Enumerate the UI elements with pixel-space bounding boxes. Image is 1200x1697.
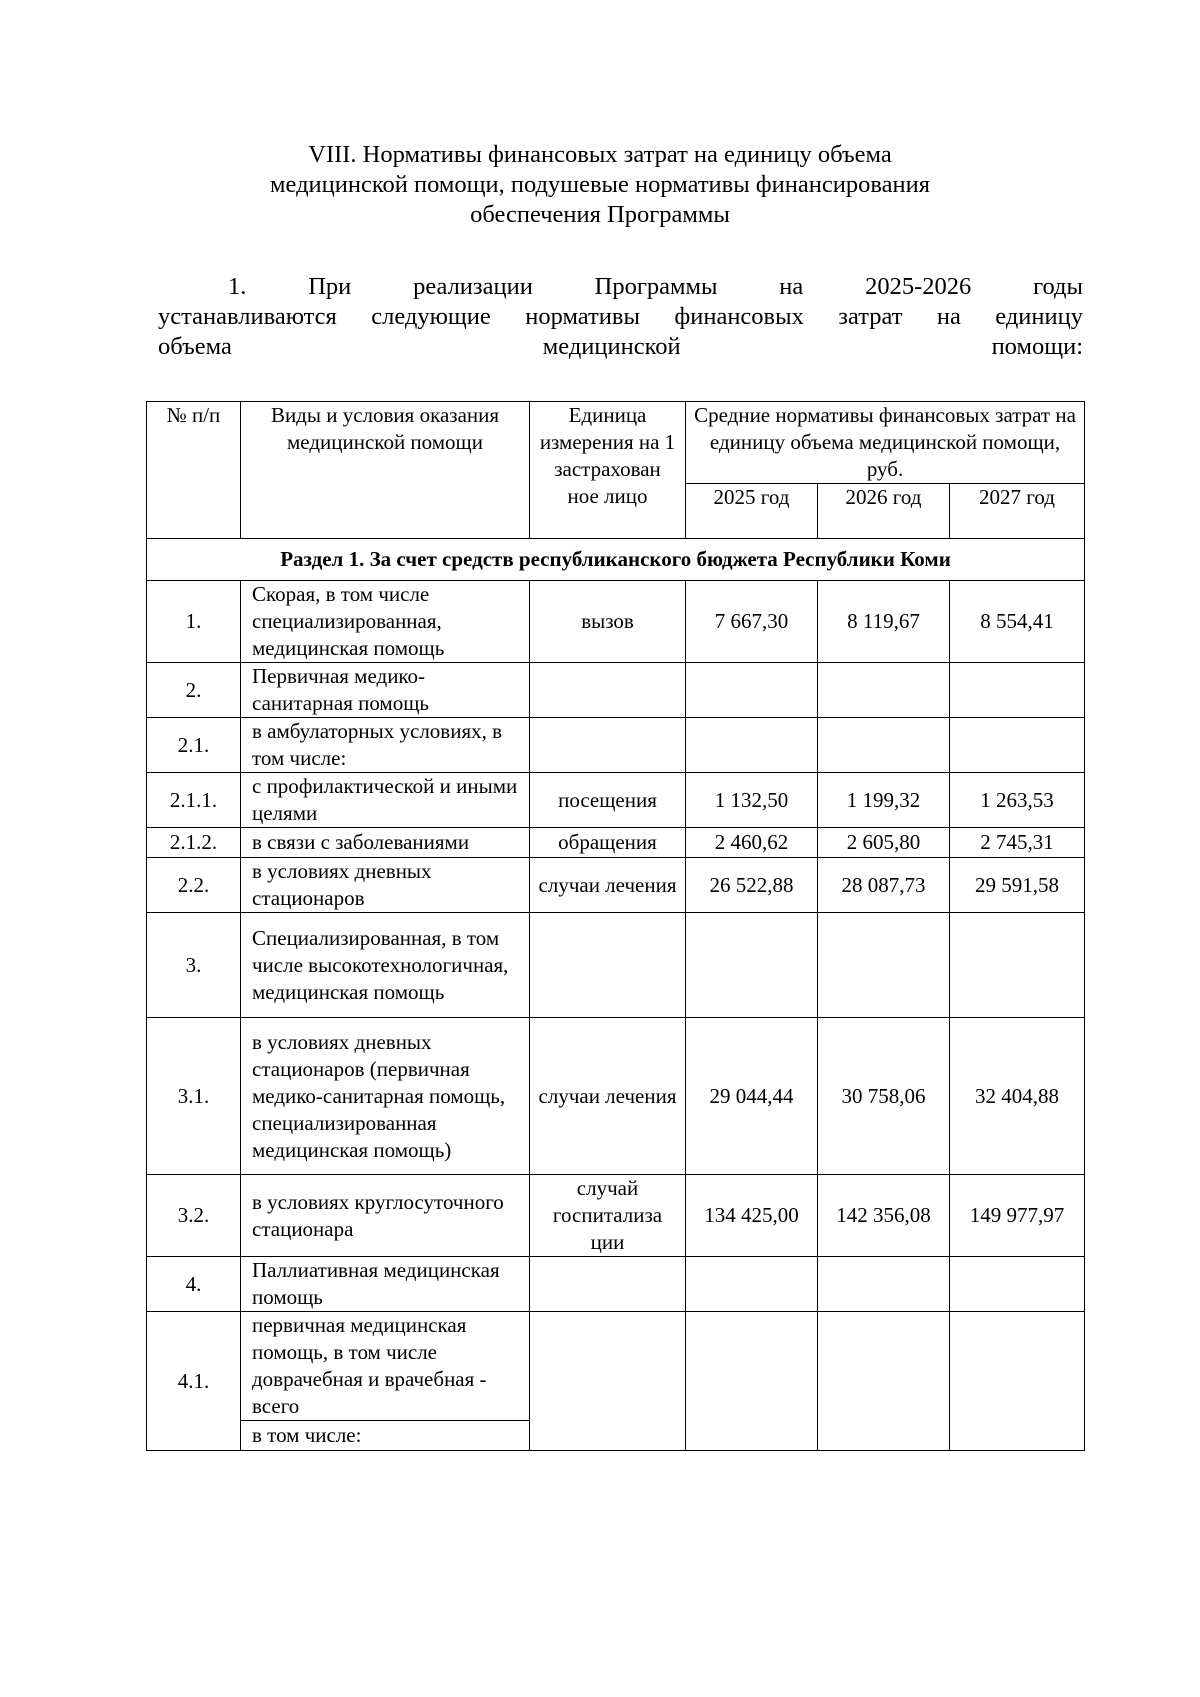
row-unit-cell [530,718,686,773]
heading-line-3: обеспечения Программы [470,201,730,228]
intro-paragraph [158,272,1083,362]
header-num: № п/п [147,402,241,539]
paragraph-word: 2025-2026 [865,273,972,300]
row-value-2027: 1 263,53 [950,773,1085,828]
row-value-2026: 1 199,32 [818,773,950,828]
paragraph-word: единицу [995,303,1083,330]
header-2027: 2027 год [950,484,1085,539]
row-unit-cell: вызов [530,581,686,663]
row-value-2025 [686,1257,818,1312]
paragraph-line-1 [158,272,1083,302]
row-value-2026 [818,663,950,718]
row-empty-cell [530,1312,686,1451]
paragraph-word: реализации [413,273,533,300]
row-value-2026: 142 356,08 [818,1175,950,1257]
row-value-2026: 30 758,06 [818,1018,950,1175]
row-num-cell: 2.1. [147,718,241,773]
row-name-cell: в условиях дневных стационаров [241,858,530,913]
row-unit-cell [530,1257,686,1312]
row-value-2027 [950,1257,1085,1312]
row-num-cell: 4.1. [147,1312,241,1451]
row-unit-cell: посещения [530,773,686,828]
row-num-cell: 2.1.2. [147,828,241,858]
header-2026: 2026 год [818,484,950,539]
row-name-cell: в условиях дневных стационаров (первичная медико-санитарная помощь, специализированная медицинская помощь) [241,1018,530,1175]
section-row [147,539,1085,581]
table-row [147,858,1085,913]
row-value-2025 [686,718,818,773]
row-num-cell: 2.2. [147,858,241,913]
row-num-cell: 4. [147,1257,241,1312]
table-row [147,663,1085,718]
row-num-cell: 3. [147,913,241,1018]
row-value-2025: 134 425,00 [686,1175,818,1257]
row-value-2025: 7 667,30 [686,581,818,663]
row-value-2027 [950,663,1085,718]
row-name-cell: Паллиативная медицинская помощь [241,1257,530,1312]
row-unit-cell [530,663,686,718]
paragraph-word: При [308,273,352,300]
row-num-cell: 3.2. [147,1175,241,1257]
row-num-cell: 2. [147,663,241,718]
header-type: Виды и условия оказания медицинской помощи [241,402,530,539]
row-value-2026 [818,1257,950,1312]
row-unit-cell: случаи лечения [530,1018,686,1175]
table-row [147,1312,1085,1421]
paragraph-line-3: объема медицинской помощи: [158,333,1083,360]
row-num-cell: 3.1. [147,1018,241,1175]
row-value-2027: 149 977,97 [950,1175,1085,1257]
table-row [147,718,1085,773]
row-value-2025 [686,663,818,718]
paragraph-word: на [779,273,804,300]
row-value-2025: 29 044,44 [686,1018,818,1175]
header-norms: Средние нормативы финансовых затрат на единицу объема медицинской помощи, руб. [686,402,1085,484]
row-sub-cell: в том числе: [241,1421,530,1451]
paragraph-word: годы [1033,273,1083,300]
row-unit-cell: обращения [530,828,686,858]
paragraph-word: на [936,303,961,330]
table-row [147,1175,1085,1257]
row-value-2026: 2 605,80 [818,828,950,858]
row-name-cell: Скорая, в том числе специализированная, медицинская помощь [241,581,530,663]
paragraph-word: следующие [371,303,491,330]
paragraph-word: 1. [228,273,247,300]
row-empty-cell [950,1312,1085,1451]
table-row [147,1018,1085,1175]
row-name-cell: с профилактической и иными целями [241,773,530,828]
table-row [147,913,1085,1018]
row-value-2027: 29 591,58 [950,858,1085,913]
row-value-2025: 1 132,50 [686,773,818,828]
row-name-cell: в амбулаторных условиях, в том числе: [241,718,530,773]
row-value-2025: 26 522,88 [686,858,818,913]
paragraph-word: нормативы [525,303,640,330]
row-empty-cell [818,1312,950,1451]
norms-table [146,401,1085,1451]
row-name-cell: в связи с заболеваниями [241,828,530,858]
table-row [147,828,1085,858]
row-value-2027 [950,718,1085,773]
table-row [147,1257,1085,1312]
header-unit: Единица измерения на 1 застрахован ное лицо [530,402,686,539]
row-value-2026: 28 087,73 [818,858,950,913]
row-value-2027: 2 745,31 [950,828,1085,858]
row-value-2026: 8 119,67 [818,581,950,663]
row-value-2027: 8 554,41 [950,581,1085,663]
paragraph-word: устанавливаются [158,303,337,330]
header-2025: 2025 год [686,484,818,539]
row-name-cell: Специализированная, в том числе высокотехнологичная, медицинская помощь [241,913,530,1018]
paragraph-word: затрат [838,303,903,330]
row-value-2025: 2 460,62 [686,828,818,858]
heading-line-1: VIII. Нормативы финансовых затрат на единицу объема [308,141,892,168]
row-value-2027: 32 404,88 [950,1018,1085,1175]
row-name-cell: в условиях круглосуточного стационара [241,1175,530,1257]
row-name-cell: первичная медицинская помощь, в том числе доврачебная и врачебная - всего [241,1312,530,1421]
row-empty-cell [686,1312,818,1451]
row-value-2026 [818,913,950,1018]
section-heading [0,140,1200,230]
paragraph-word: Программы [594,273,718,300]
row-value-2026 [818,718,950,773]
section-title: Раздел 1. За счет средств республиканского бюджета Республики Коми [147,539,1085,581]
table-row [147,773,1085,828]
paragraph-line-2 [158,302,1083,332]
row-unit-cell [530,913,686,1018]
row-name-cell: Первичная медико-санитарная помощь [241,663,530,718]
row-num-cell: 2.1.1. [147,773,241,828]
paragraph-word: финансовых [674,303,804,330]
header-row-1 [147,402,1085,484]
heading-line-2: медицинской помощи, подушевые нормативы финансирования [270,171,930,198]
row-unit-cell: случаи лечения [530,858,686,913]
table-row [147,581,1085,663]
row-unit-cell: случай госпитализа ции [530,1175,686,1257]
row-num-cell: 1. [147,581,241,663]
row-value-2027 [950,913,1085,1018]
row-value-2025 [686,913,818,1018]
